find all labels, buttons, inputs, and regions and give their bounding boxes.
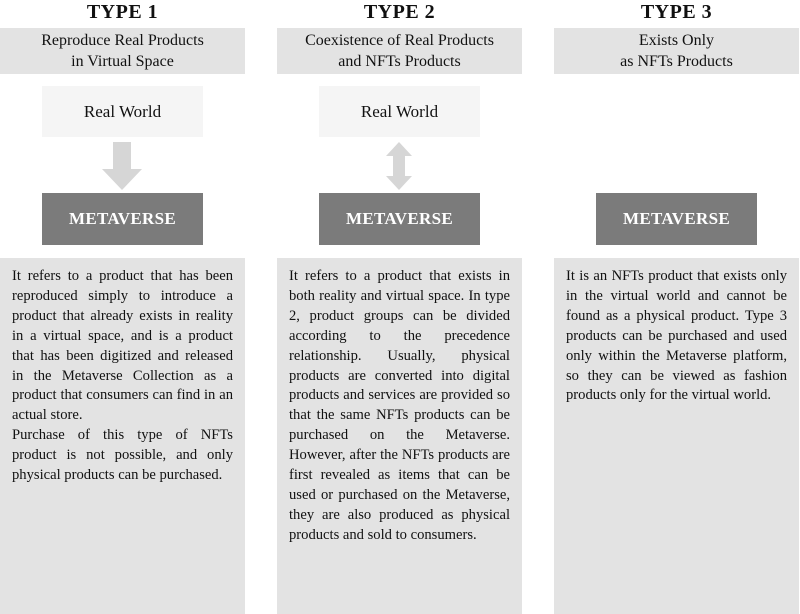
type-1-subtitle: Reproduce Real Products in Virtual Space [41,32,204,70]
metaverse-box: METAVERSE [319,193,480,245]
type-3-column [554,0,799,614]
type-1-description-paragraph: It refers to a product that has been reproduced simply to introduce a product that already exists in reality in a virtual space, and is a product that has been digitized and released in the Metaverse Collection as a product that consumers can find in an actual store. [12,268,233,424]
type-2-column [277,0,522,614]
type-1-description [0,258,245,614]
type-1-title: TYPE 1 [86,1,159,23]
type-2-description [277,258,522,614]
metaverse-box: METAVERSE [42,193,203,245]
down-arrow-icon [102,142,142,190]
type-3-description [554,258,799,614]
type-1-description-paragraph: Purchase of this type of NFTs product is not possible, and only physical products can be purchased. [12,427,233,484]
metaverse-box: METAVERSE [596,193,757,245]
type-3-description-paragraph: It is an NFTs product that exists only in the virtual world and cannot be found as a physical product. Type 3 products can be purchased and used only within the Metaverse platform, so they can be viewed as fashion products only for the virtual world. [566,268,787,404]
real-world-box: Real World [319,86,480,137]
type-2-title: TYPE 2 [363,1,436,23]
type-3-title: TYPE 3 [640,1,713,23]
type-1-diagram [0,74,245,258]
type-3-subtitle: Exists Only as NFTs Products [620,32,733,70]
type-2-subtitle: Coexistence of Real Products and NFTs Products [305,32,494,70]
type-2-subtitle-box [277,28,522,74]
real-world-box: Real World [42,86,203,137]
type-1-column [0,0,245,614]
type-1-subtitle-box [0,28,245,74]
type-3-subtitle-box [554,28,799,74]
type-3-diagram [554,74,799,258]
type-2-description-paragraph: It refers to a product that exists in both reality and virtual space. In type 2, product groups can be divided according to the precedence relationship. Usually, physical products are converted into digital products and services are provided so that the same NFTs products can be purchased on the Metaverse. However, after the NFTs products are first revealed as items that can be used or purchased on the Metaverse, they are also produced as physical products and sold to consumers. [289,268,510,543]
type-2-diagram [277,74,522,258]
double-headed-arrow-icon [379,142,419,190]
